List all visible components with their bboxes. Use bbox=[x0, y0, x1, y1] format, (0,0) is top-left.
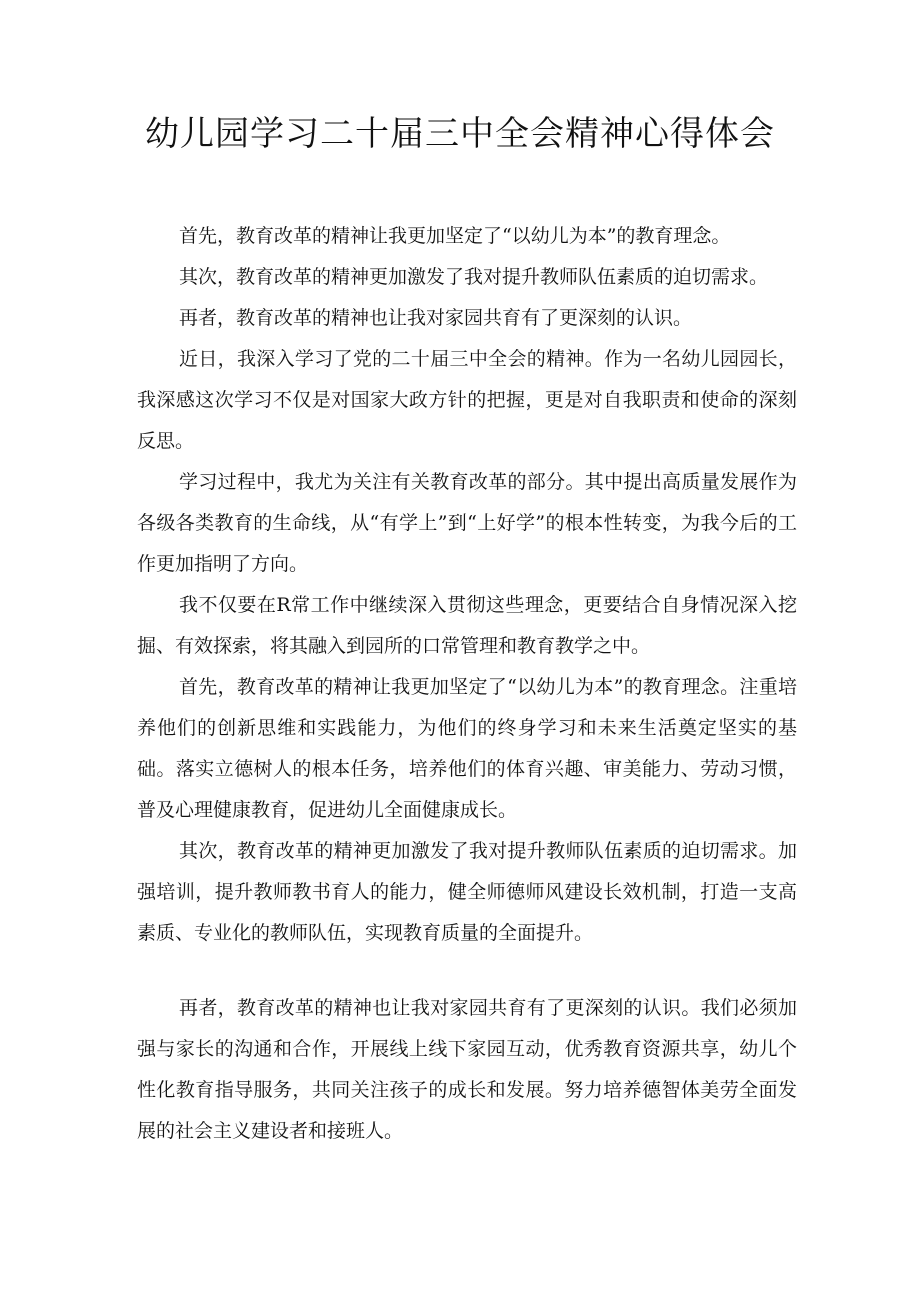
paragraph-4: 近日，我深入学习了党的二十届三中全会的精神。作为一名幼儿园园长，我深感这次学习不仅是对国家大政方针的把握，更是对自我职责和使命的深刻反思。 bbox=[137, 348, 797, 452]
paragraph-9: 再者，教育改革的精神也让我对家园共育有了更深刻的认识。我们必须加强与家长的沟通和合作，开展线上线下家园互动，优秀教育资源共享，幼儿个性化教育指导服务，共同关注孩子的成长和发展。努力培养德智体美劳全面发展的社会主义建设者和接班人。 bbox=[137, 997, 797, 1142]
document-title: 幼儿园学习二十届三中全会精神心得体会 bbox=[145, 114, 775, 154]
paragraph-6: 我不仅要在R常工作中继续深入贯彻这些理念，更要结合自身情况深入挖掘、有效探索，将其融入到园所的口常管理和教育教学之中。 bbox=[137, 594, 797, 657]
document-body bbox=[137, 216, 797, 1152]
paragraph-1: 首先，教育改革的精神让我更加坚定了“以幼儿为本”的教育理念。 bbox=[179, 225, 731, 247]
paragraph-5: 学习过程中，我尤为关注有关教育改革的部分。其中提出高质量发展作为各级各类教育的生命线，从“有学上”到“上好学”的根本性转变，为我今后的工作更加指明了方向。 bbox=[137, 471, 797, 575]
paragraph-3: 再者，教育改革的精神也让我对家园共育有了更深刻的认识。 bbox=[179, 307, 693, 329]
paragraph-7: 首先，教育改革的精神让我更加坚定了“以幼儿为本”的教育理念。注重培养他们的创新思维和实践能力，为他们的终身学习和未来生活奠定坚实的基础。落实立德树人的根本任务，培养他们的体育兴趣、审美能力、劳动习惯，普及心理健康教育，促进幼儿全面健康成长。 bbox=[137, 676, 797, 821]
paragraph-2: 其次，教育改革的精神更加激发了我对提升教师队伍素质的迫切需求。 bbox=[179, 266, 769, 288]
paragraph-8: 其次，教育改革的精神更加激发了我对提升教师队伍素质的迫切需求。加强培训，提升教师教书育人的能力，健全师德师风建设长效机制，打造一支高素质、专业化的教师队伍，实现教育质量的全面提升。 bbox=[137, 840, 797, 944]
